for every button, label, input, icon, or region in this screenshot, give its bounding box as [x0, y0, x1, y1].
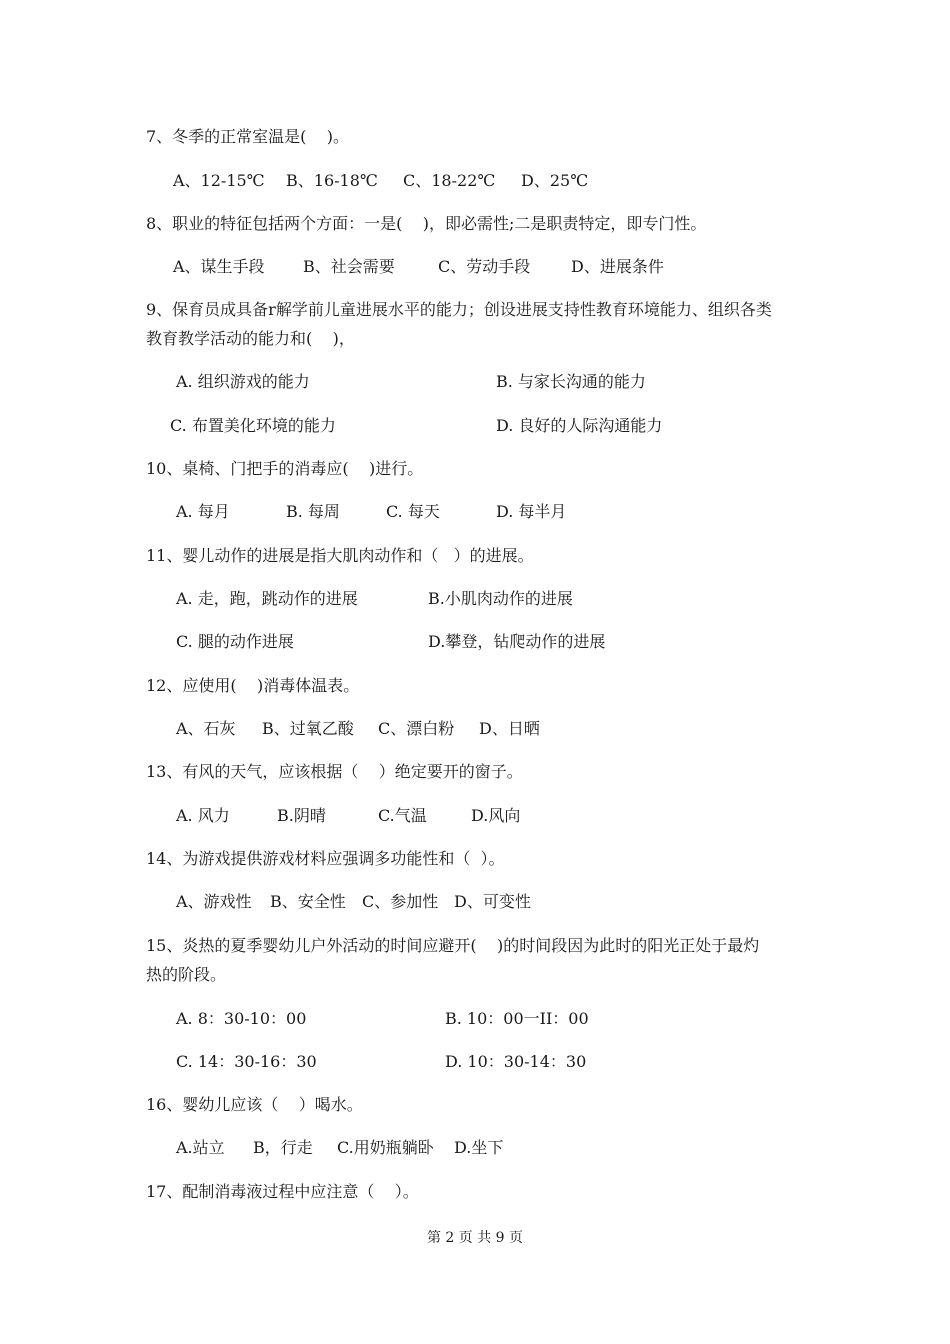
question-11-option-d: D.攀登，钻爬动作的进展 [428, 632, 606, 651]
question-9-option-d: D. 良好的人际沟通能力 [496, 416, 663, 435]
question-14-option-d: D、可变性 [454, 892, 531, 911]
question-12-stem: 12、应使用( )消毒体温表。 [146, 676, 360, 695]
question-7-stem: 7、冬季的正常室温是( )。 [146, 127, 350, 146]
question-8-option-a: A、谋生手段 [173, 257, 265, 276]
question-15-option-d: D. 10：30-14：30 [445, 1052, 587, 1071]
question-16-option-b: B，行走 [253, 1138, 313, 1157]
question-12-option-a: A、石灰 [176, 719, 236, 738]
question-9-option-c: C. 布置美化环境的能力 [170, 416, 336, 435]
question-13-option-c: C.气温 [378, 806, 427, 825]
question-12-option-d: D、日晒 [479, 719, 540, 738]
question-15-stem-line-2: 热的阶段。 [146, 965, 227, 984]
question-9-option-b: B. 与家长沟通的能力 [496, 372, 646, 391]
question-9-stem-line-2: 教育教学活动的能力和( )， [146, 329, 355, 348]
question-16-option-a: A.站立 [176, 1138, 225, 1157]
question-11-stem: 11、婴儿动作的进展是指大肌肉动作和（ ）的进展。 [146, 546, 534, 565]
question-11-option-b: B.小肌肉动作的进展 [428, 589, 573, 608]
question-14-stem: 14、为游戏提供游戏材料应强调多功能性和（ ）。 [146, 849, 505, 868]
question-13-stem: 13、有风的天气，应该根据（ ）绝定要开的窗子。 [146, 762, 523, 781]
question-10-option-b: B. 每周 [286, 502, 340, 521]
question-16-option-c: C.用奶瓶躺卧 [337, 1138, 434, 1157]
question-15-option-c: C. 14：30-16：30 [176, 1052, 317, 1071]
question-14-option-b: B、安全性 [270, 892, 346, 911]
question-14-option-c: C、参加性 [362, 892, 439, 911]
question-16-option-d: D.坐下 [454, 1138, 504, 1157]
question-15-option-b: B. 10：00一II：00 [445, 1009, 589, 1028]
question-11-option-c: C. 腿的动作进展 [176, 632, 294, 651]
question-7-option-d: D、25℃ [521, 171, 589, 190]
question-15-option-a: A. 8：30-10：00 [176, 1009, 307, 1028]
question-7-option-c: C、18-22℃ [403, 171, 496, 190]
question-9-stem-line-1: 9、保育员成具备r解学前儿童进展水平的能力；创设进展支持性教育环境能力、组织各类 [146, 300, 772, 319]
question-10-option-a: A. 每月 [176, 502, 230, 521]
question-9-option-a: A. 组织游戏的能力 [176, 372, 310, 391]
question-10-option-c: C. 每天 [386, 502, 440, 521]
question-8-option-d: D、进展条件 [571, 257, 664, 276]
question-14-option-a: A、游戏性 [176, 892, 252, 911]
question-12-option-b: B、过氧乙酸 [262, 719, 354, 738]
question-8-option-b: B、社会需要 [303, 257, 395, 276]
question-17-stem: 17、配制消毒液过程中应注意（ ）。 [146, 1182, 419, 1201]
question-10-stem: 10、桌椅、门把手的消毒应( )进行。 [146, 459, 424, 478]
question-8-stem: 8、职业的特征包括两个方面：一是( )，即必需性;二是职责特定，即专门性。 [146, 214, 707, 233]
question-11-option-a: A. 走，跑，跳动作的进展 [176, 589, 358, 608]
question-7-option-a: A、12-15℃ [173, 171, 265, 190]
question-12-option-c: C、漂白粉 [378, 719, 455, 738]
question-15-stem-line-1: 15、炎热的夏季婴幼儿户外活动的时间应避开( )的时间段因为此时的阳光正处于最灼 [146, 936, 760, 955]
question-7-option-b: B、16-18℃ [286, 171, 378, 190]
question-10-option-d: D. 每半月 [496, 502, 567, 521]
question-16-stem: 16、婴幼儿应该（ ）喝水。 [146, 1095, 363, 1114]
question-8-option-c: C、劳动手段 [438, 257, 531, 276]
question-13-option-a: A. 风力 [176, 806, 230, 825]
page-number-footer: 第 2 页 共 9 页 [426, 1230, 524, 1246]
question-13-option-b: B.阴晴 [277, 806, 326, 825]
question-13-option-d: D.风向 [471, 806, 521, 825]
